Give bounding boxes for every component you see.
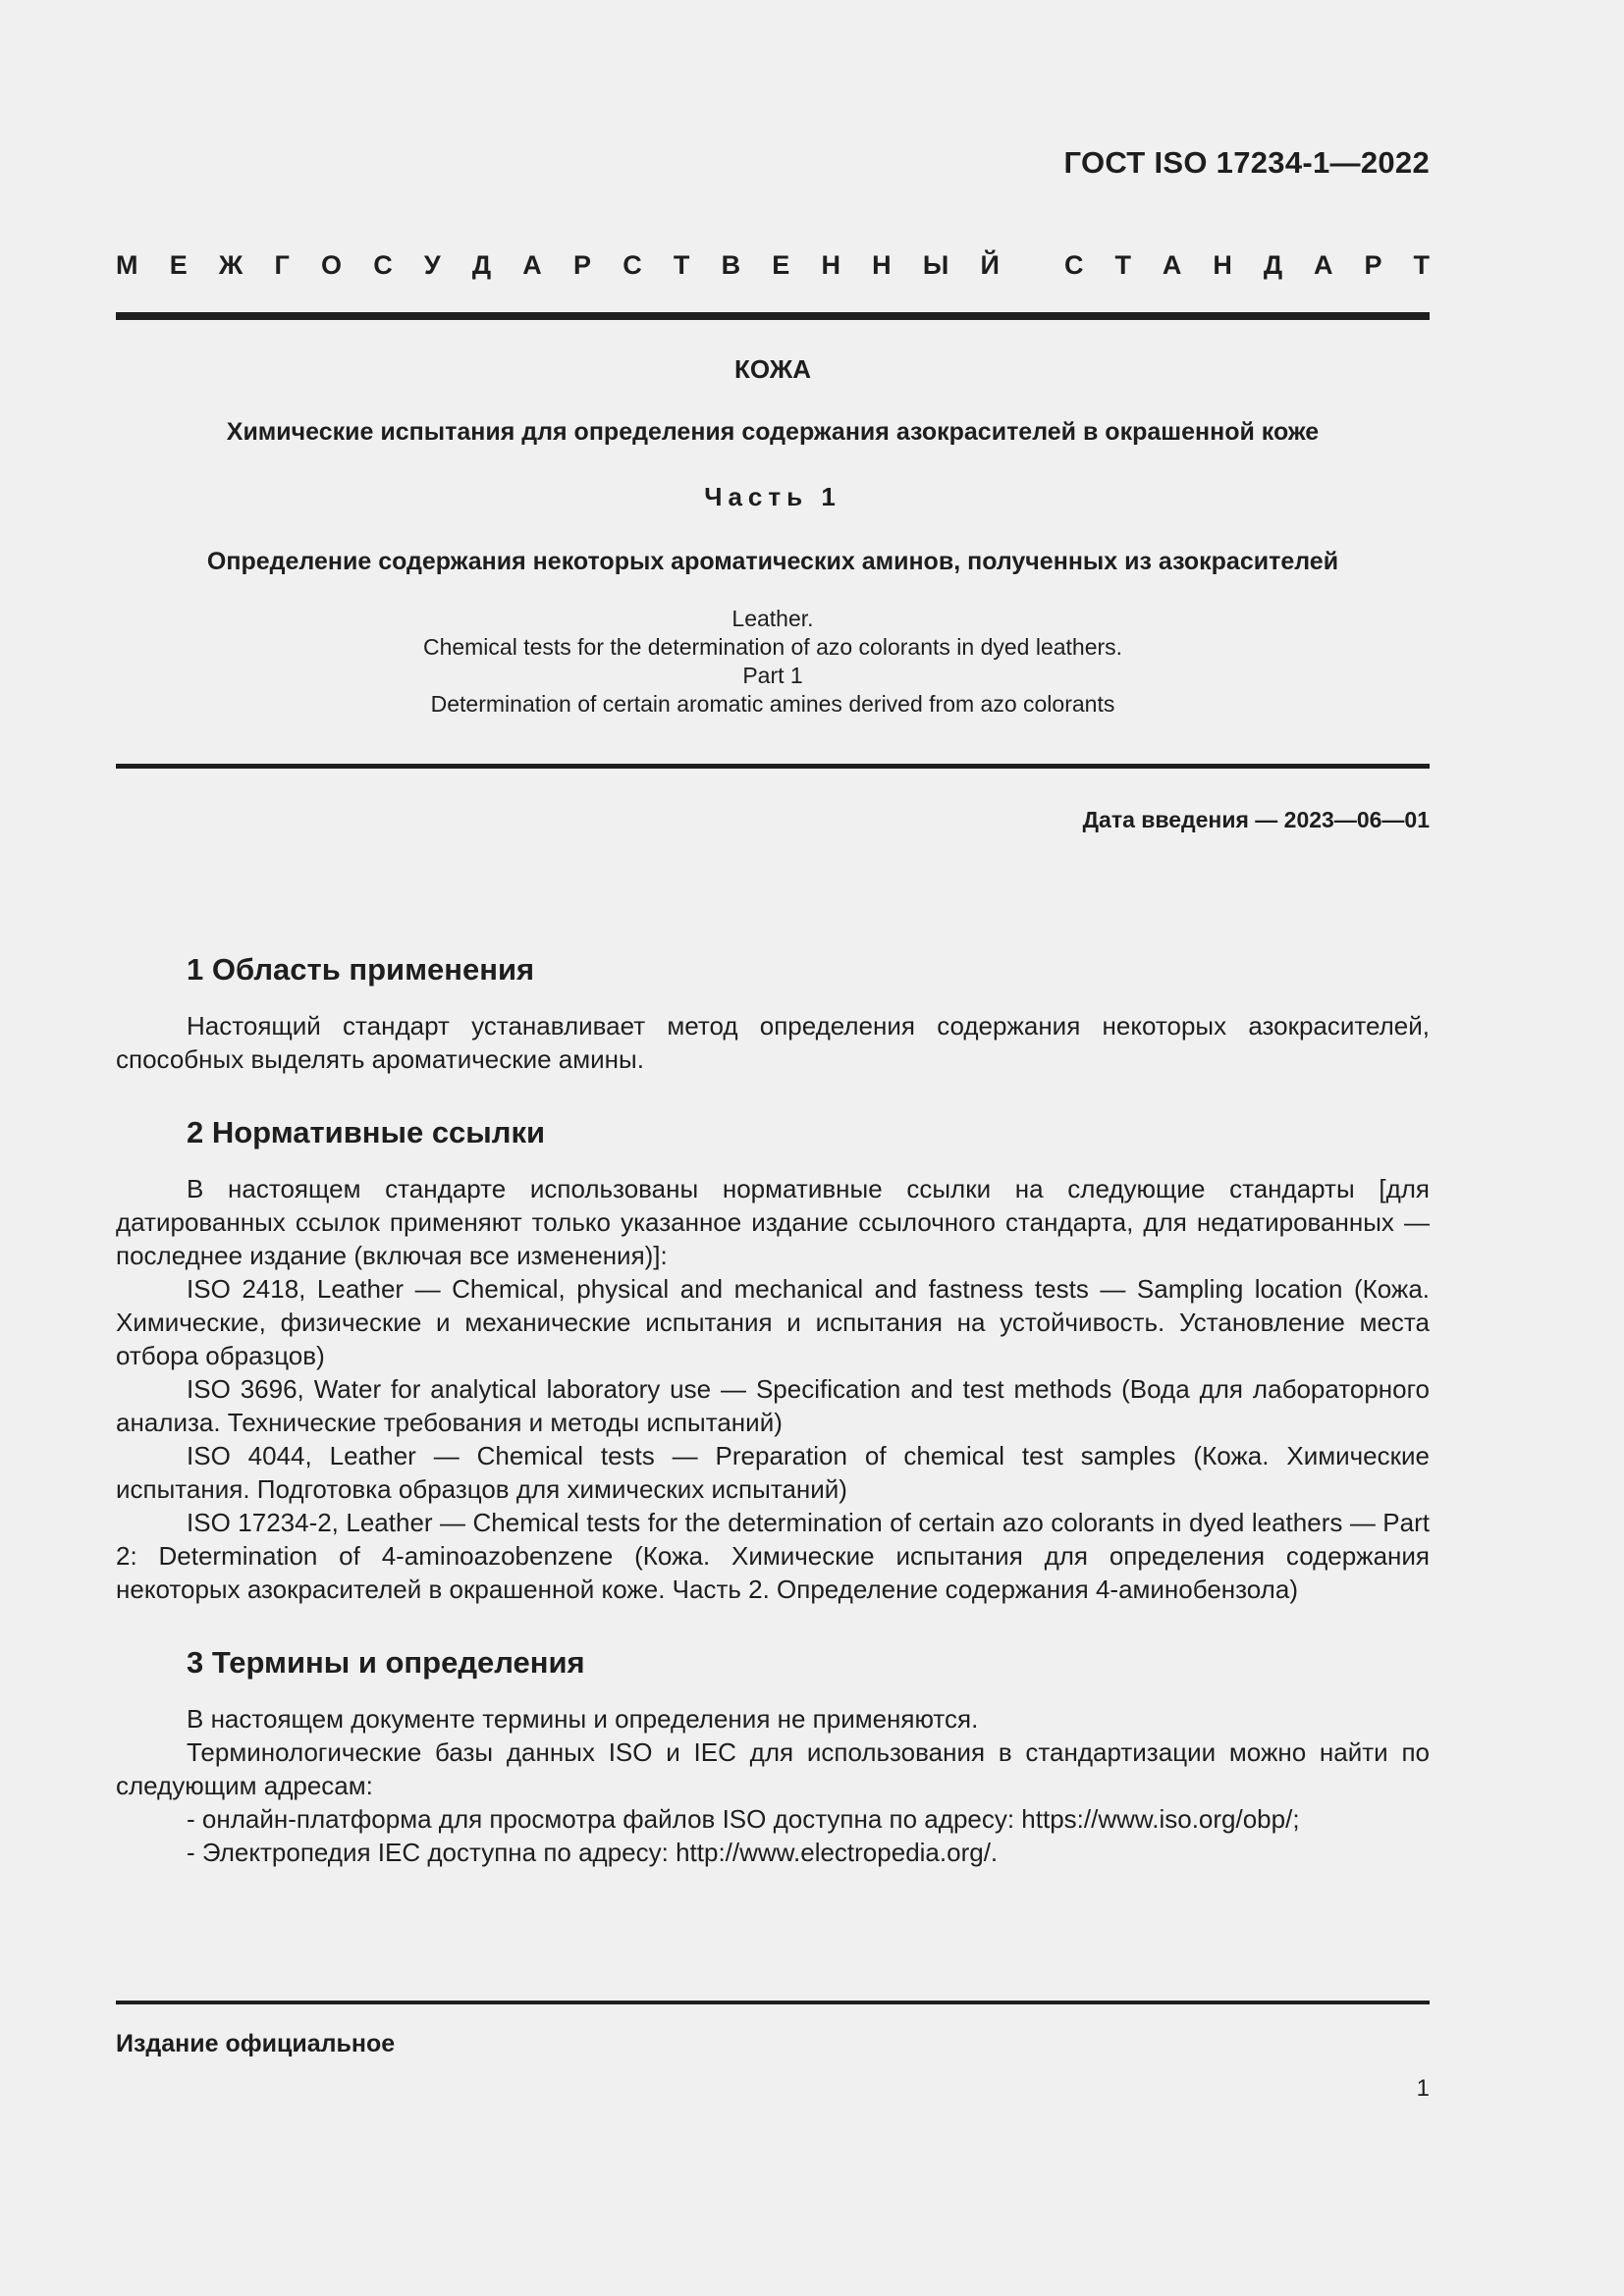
standard-type-word-1 bbox=[116, 250, 1000, 281]
paragraph: В настоящем стандарте использованы нормативные ссылки на следующие стандарты [для датированных ссылок применяют только указанное издание ссылочного стандарта, для недатированных — последнее издание (включая все изменения)]: bbox=[116, 1174, 1430, 1270]
standard-type-heading bbox=[116, 250, 1430, 281]
heading-letter: Д bbox=[471, 250, 492, 280]
heading-letter: А bbox=[1162, 250, 1182, 280]
standard-type-word-2 bbox=[1064, 250, 1430, 281]
paragraph: В настоящем документе термины и определения не применяются. bbox=[187, 1704, 979, 1734]
heading-letter: У bbox=[423, 250, 441, 280]
title-subtitle: Определение содержания некоторых ароматических аминов, полученных из азокрасителей bbox=[206, 548, 1339, 575]
heading-letter: Р bbox=[1364, 250, 1382, 280]
section-heading: 2 Нормативные ссылки bbox=[187, 1115, 546, 1149]
heading-letter: Е bbox=[169, 250, 188, 280]
edition-label: Издание официальное bbox=[116, 2030, 396, 2057]
heading-letter: Г bbox=[274, 250, 290, 280]
heading-letter: А bbox=[522, 250, 542, 280]
heading-letter: В bbox=[721, 250, 741, 280]
heading-letter: Д bbox=[1263, 250, 1283, 280]
list-item: - онлайн-платформа для просмотра файлов ISO доступна по адресу: https://www.iso.org/obp/; bbox=[187, 1804, 1300, 1834]
title-main: КОЖА bbox=[733, 354, 812, 384]
title-part: Часть 1 bbox=[704, 482, 841, 511]
heading-letter: Ы bbox=[922, 250, 949, 280]
heading-letter: С bbox=[1064, 250, 1084, 280]
paragraph: Настоящий стандарт устанавливает метод определения содержания некоторых азокрасителей, способных выделять ароматические амины. bbox=[116, 1011, 1430, 1074]
heading-letter: Т bbox=[1114, 250, 1131, 280]
section-heading: 3 Термины и определения bbox=[187, 1645, 585, 1680]
heading-letter: С bbox=[623, 250, 642, 280]
heading-letter: М bbox=[116, 250, 138, 280]
heading-letter: Н bbox=[821, 250, 840, 280]
english-title-line: Leather. bbox=[731, 606, 814, 631]
page-number: 1 bbox=[1416, 2075, 1430, 2102]
heading-letter: Ж bbox=[218, 250, 244, 280]
header-divider bbox=[116, 312, 1430, 320]
section-normative-references bbox=[116, 1113, 1430, 1606]
document-body bbox=[116, 950, 1430, 1906]
heading-letter: Р bbox=[572, 250, 591, 280]
list-item: - Электропедия IEC доступна по адресу: http://www.electropedia.org/. bbox=[187, 1838, 999, 1867]
document-code: ГОСТ ISO 17234-1—2022 bbox=[1063, 145, 1430, 180]
title-divider bbox=[116, 764, 1430, 769]
document-page bbox=[116, 0, 1430, 2296]
heading-letter: А bbox=[1314, 250, 1333, 280]
english-title-line: Chemical tests for the determination of azo colorants in dyed leathers. bbox=[422, 634, 1123, 660]
heading-letter: Е bbox=[772, 250, 790, 280]
heading-letter: Н bbox=[1213, 250, 1232, 280]
english-title-line: Part 1 bbox=[742, 663, 803, 688]
english-title bbox=[116, 605, 1430, 719]
section-terms bbox=[116, 1643, 1430, 1869]
heading-letter: С bbox=[373, 250, 393, 280]
reference-item: ISO 2418, Leather — Chemical, physical and mechanical and fastness tests — Sampling location (Кожа. Химические, физические и механические испытания и испытания на устойчивость. Установление места отбора образцов) bbox=[116, 1274, 1430, 1370]
reference-item: ISO 3696, Water for analytical laboratory use — Specification and test methods (Вода для лабораторного анализа. Технические требования и методы испытаний) bbox=[116, 1374, 1430, 1437]
paragraph: Терминологические базы данных ISO и IEC для использования в стандартизации можно найти по следующим адресам: bbox=[116, 1737, 1430, 1800]
heading-letter: Н bbox=[872, 250, 892, 280]
title-block bbox=[116, 351, 1430, 719]
heading-letter: Т bbox=[673, 250, 690, 280]
reference-item: ISO 4044, Leather — Chemical tests — Preparation of chemical test samples (Кожа. Химические испытания. Подготовка образцов для химических испытаний) bbox=[116, 1441, 1430, 1504]
reference-item: ISO 17234-2, Leather — Chemical tests for the determination of certain azo colorants in dyed leathers — Part 2: Determination of 4-aminoazobenzene (Кожа. Химические испытания для определения содержания некоторых азокрасителей в окрашенной коже. Часть 2. Определение содержания 4-аминобензола) bbox=[116, 1508, 1430, 1604]
title-sub: Химические испытания для определения содержания азокрасителей в окрашенной коже bbox=[226, 418, 1320, 446]
heading-letter: О bbox=[320, 250, 342, 280]
heading-letter: Й bbox=[980, 250, 1000, 280]
introduction-date: Дата введения — 2023—06—01 bbox=[1082, 807, 1430, 832]
section-scope bbox=[116, 950, 1430, 1076]
heading-letter: Т bbox=[1413, 250, 1430, 280]
footer-divider bbox=[116, 2001, 1430, 2004]
section-heading: 1 Область применения bbox=[187, 952, 535, 987]
english-title-line: Determination of certain aromatic amines derived from azo colorants bbox=[430, 691, 1115, 717]
